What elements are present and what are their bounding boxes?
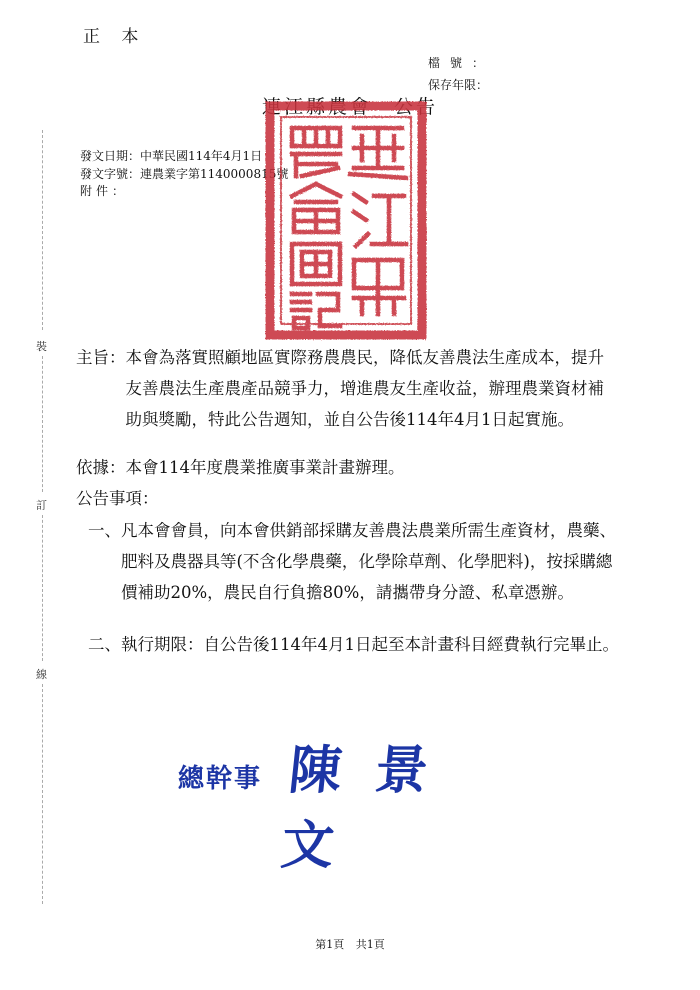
announcement-items-heading: 公告事項： [76, 489, 159, 508]
page-total: 共1頁 [355, 938, 385, 951]
binding-label-ding: 訂 [36, 499, 47, 512]
basis-label: 依據： [76, 458, 126, 477]
document-number: 發文字號：連農業字第1140000815號 [80, 167, 289, 181]
item-text: 執行期限：自公告後114年4月1日起至本計畫科目經費執行完畢止。 [121, 635, 619, 654]
binding-line [42, 515, 43, 661]
subject-label: 主旨： [76, 348, 126, 367]
page-number: 第1頁 [315, 938, 345, 951]
binding-label-zhuang: 裝 [36, 340, 47, 353]
item-number: 一、 [88, 521, 121, 540]
attachment-line: 附件： [80, 184, 129, 198]
binding-label-xian: 線 [36, 668, 47, 681]
retention-period-label: 保存年限： [428, 78, 489, 92]
binding-line [42, 684, 43, 904]
binding-line [42, 356, 43, 492]
issue-date: 發文日期：中華民國114年4月1日 [80, 149, 263, 163]
official-seal [262, 98, 430, 343]
signature-stamp [178, 720, 518, 876]
binding-line [42, 130, 43, 330]
page-footer [0, 936, 700, 952]
basis-paragraph [76, 452, 636, 483]
announcement-item [88, 515, 628, 608]
announcement-item [88, 629, 628, 660]
archive-number-label: 檔號： [428, 56, 495, 70]
copy-type-label: 正 本 [83, 27, 147, 47]
item-number: 二、 [88, 635, 121, 654]
document-title: 連江縣農會 公告 [261, 96, 438, 118]
signature-name: 陳景文 [278, 740, 465, 876]
signature-role: 總幹事 [178, 764, 263, 794]
subject-paragraph [76, 342, 616, 435]
subject-text: 本會為落實照顧地區實際務農農民，降低友善農法生產成本，提升友善農法生產農產品競爭力，增進農友生產收益，辦理農業資材補助與獎勵，特此公告週知，並自公告後114年4月1日起實施。 [125, 348, 604, 429]
basis-text: 本會114年度農業推廣事業計畫辦理。 [125, 458, 405, 477]
item-text: 凡本會會員，向本會供銷部採購友善農法農業所需生產資材，農藥、肥料及農器具等(不含化學農藥，化學除草劑、化學肥料)，按採購總價補助20%，農民自行負擔80%，請攜帶身分證、私章憑辦。 [121, 521, 616, 602]
